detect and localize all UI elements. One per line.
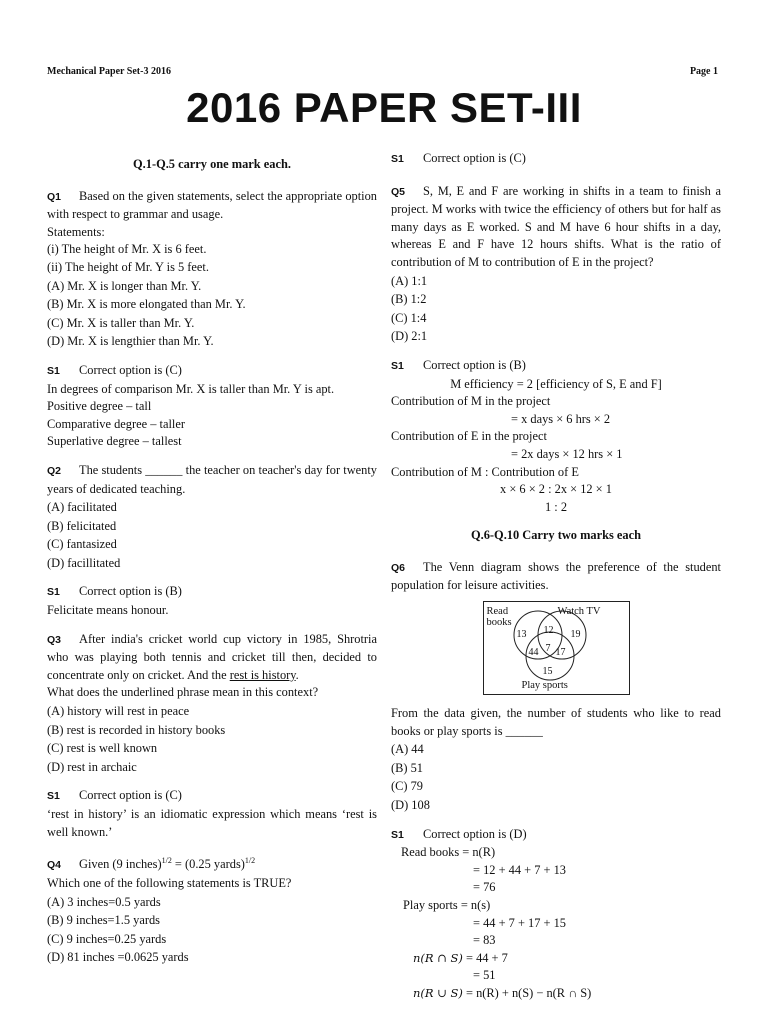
solution-1 xyxy=(47,362,377,451)
solution-3 xyxy=(47,787,377,841)
solution-label: S1 xyxy=(47,586,60,599)
question-label: Q6 xyxy=(391,561,406,574)
option-d: (D) 108 xyxy=(391,798,430,813)
option-b: (B) Mr. X is more elongated than Mr. Y. xyxy=(47,297,246,312)
equation-rhs: (0.25 yards) xyxy=(185,857,245,872)
eq-value: = n(s) xyxy=(460,898,491,912)
underlined-phrase: rest is history xyxy=(229,667,296,682)
solution-answer: Correct option is (C) xyxy=(79,362,182,377)
solution-equation: = x days × 6 hrs × 2 xyxy=(511,411,611,426)
option-b: (B) 1:2 xyxy=(391,292,427,307)
solution-5 xyxy=(391,357,721,516)
solution-label: S1 xyxy=(391,359,404,372)
eq-term: n(R ∪ S) xyxy=(413,985,463,1000)
option-a: (A) 1:1 xyxy=(391,273,428,288)
left-column xyxy=(47,150,377,978)
question-prompt: From the data given, the number of students who like to read books or play sports is ______ xyxy=(391,706,721,738)
option-d: (D) 2:1 xyxy=(391,329,428,344)
option-c: (C) 1:4 xyxy=(391,310,427,325)
section-heading: Q.1-Q.5 carry one mark each. xyxy=(133,157,291,171)
solution-label: S1 xyxy=(391,153,404,165)
option-d: (D) facillitated xyxy=(47,555,121,570)
solution-equation: = 2x days × 12 hrs × 1 xyxy=(511,446,623,461)
eq-value: = 83 xyxy=(473,933,496,948)
eq-value: = 76 xyxy=(473,880,496,895)
question-text: The Venn diagram shows the preference of the student population for leisure activities. xyxy=(391,559,721,593)
question-given: Given xyxy=(79,857,110,872)
eq-value: = n(R) xyxy=(462,845,496,860)
solution-line: Contribution of E in the project xyxy=(391,429,547,444)
page-title: 2016 PAPER SET-III xyxy=(186,84,582,131)
question-text: The students ______ the teacher on teacher's day for twenty years of dedicated teaching. xyxy=(47,462,377,496)
solution-answer: Correct option is (C) xyxy=(79,788,182,803)
solution-label: S1 xyxy=(47,364,60,377)
equation-lhs: (9 inches) xyxy=(112,857,162,872)
venn-label-watch: Watch TV xyxy=(557,606,601,618)
option-c: (C) Mr. X is taller than Mr. Y. xyxy=(47,315,195,330)
question-text: After india's cricket world cup victory in 1985, Shrotria who was playing both tennis and cricket till then, decided to concentrate only on cricket. And the xyxy=(47,631,377,682)
option-c: (C) 79 xyxy=(391,779,424,794)
solution-line: Positive degree – tall xyxy=(47,399,152,414)
section-heading: Q.6-Q.10 Carry two marks each xyxy=(471,528,641,543)
solution-line: Superlative degree – tallest xyxy=(47,434,182,449)
solution-line: ‘rest in history’ is an idiomatic expression which means ‘rest is well known.’ xyxy=(47,807,377,839)
venn-value: 17 xyxy=(555,647,566,659)
option-c: (C) fantasized xyxy=(47,537,117,552)
venn-value: 15 xyxy=(542,666,553,678)
solution-equation: x × 6 × 2 : 2x × 12 × 1 xyxy=(500,482,612,497)
option-a: (A) 44 xyxy=(391,742,424,757)
eq-value: = 12 + 44 + 7 + 13 xyxy=(473,862,567,877)
venn-value: 13 xyxy=(516,629,527,641)
solution-line: Comparative degree – taller xyxy=(47,416,185,431)
eq-term: Play sports xyxy=(403,898,458,912)
question-text: S, M, E and F are working in shifts in a team to finish a project. M works with twice the efficiency of others but for half as many days as E worked. S and M have 6 hour shifts in a day, whereas E and F have 12 hours shifts. What is the ratio of contribution of M to contribution of E in the project? xyxy=(391,183,721,269)
eq-value: = n(R) + n(S) − n(R ∩ S) xyxy=(465,985,592,1000)
question-4 xyxy=(47,852,377,967)
question-prompt: What does the underlined phrase mean in this context? xyxy=(47,685,319,700)
solution-answer: Correct option is (B) xyxy=(79,584,182,599)
option-a: (A) Mr. X is longer than Mr. Y. xyxy=(47,278,202,293)
option-a: (A) history will rest in peace xyxy=(47,704,190,719)
option-a: (A) 3 inches=0.5 yards xyxy=(47,894,161,909)
exponent: 1/2 xyxy=(244,856,256,866)
question-3 xyxy=(47,631,377,777)
question-label: Q5 xyxy=(391,185,406,198)
solution-answer: Correct option is (D) xyxy=(423,826,527,841)
solution-line: M efficiency = 2 [efficiency of S, E and F] xyxy=(450,376,662,391)
venn-label-line: Read xyxy=(486,606,509,618)
solution-answer: Correct option is (B) xyxy=(423,357,526,372)
eq-value: = 51 xyxy=(473,968,496,983)
solution-answer: Correct option is (C) xyxy=(423,151,526,165)
question-5 xyxy=(391,183,721,346)
solution-line: Felicitate means honour. xyxy=(47,603,169,618)
option-c: (C) rest is well known xyxy=(47,741,158,756)
solution-6 xyxy=(391,826,721,1003)
solution-line: Contribution of M in the project xyxy=(391,394,551,409)
venn-label-line: books xyxy=(486,617,512,629)
venn-value: 19 xyxy=(570,629,581,641)
statement-1: (i) The height of Mr. X is 6 feet. xyxy=(47,242,207,257)
solution-2 xyxy=(47,583,377,619)
option-d: (D) 81 inches =0.0625 yards xyxy=(47,950,189,965)
venn-diagram xyxy=(483,601,630,695)
question-text-end: . xyxy=(295,667,299,682)
venn-value: 12 xyxy=(543,625,554,637)
statements-label: Statements: xyxy=(47,224,105,239)
option-c: (C) 9 inches=0.25 yards xyxy=(47,931,167,946)
venn-value: 44 xyxy=(528,647,539,659)
eq-value: = 44 + 7 + 17 + 15 xyxy=(473,915,567,930)
question-2 xyxy=(47,462,377,573)
solution-line: In degrees of comparison Mr. X is taller than Mr. Y is apt. xyxy=(47,381,335,396)
question-label: Q2 xyxy=(47,464,62,477)
equals-sign: = xyxy=(171,857,186,872)
option-b: (B) 9 inches=1.5 yards xyxy=(47,913,160,928)
question-1 xyxy=(47,188,377,351)
venn-label-read xyxy=(487,606,512,628)
venn-label-play: Play sports xyxy=(521,680,568,692)
option-a: (A) facilitated xyxy=(47,500,117,515)
solution-result: 1 : 2 xyxy=(544,499,568,514)
option-d: (D) Mr. X is lengthier than Mr. Y. xyxy=(47,334,214,349)
question-prompt: Which one of the following statements is TRUE? xyxy=(47,875,292,890)
question-label: Q3 xyxy=(47,633,62,646)
solution-label: S1 xyxy=(391,828,404,841)
option-b: (B) 51 xyxy=(391,760,424,775)
exponent: 1/2 xyxy=(161,856,172,866)
solution-line: Contribution of M : Contribution of E xyxy=(391,464,579,479)
option-b: (B) rest is recorded in history books xyxy=(47,722,226,737)
solution-label: S1 xyxy=(47,790,60,803)
right-column xyxy=(391,150,721,1014)
statement-2: (ii) The height of Mr. Y is 5 feet. xyxy=(47,259,209,274)
solution-4 xyxy=(391,150,721,169)
eq-value: = 44 + 7 xyxy=(465,950,508,965)
option-d: (D) rest in archaic xyxy=(47,759,137,774)
page-number: Page 1 xyxy=(689,66,718,77)
option-b: (B) felicitated xyxy=(47,518,117,533)
page-header-left: Mechanical Paper Set-3 2016 xyxy=(47,66,171,77)
eq-term: n(R ∩ S) xyxy=(413,950,463,965)
question-label: Q1 xyxy=(47,190,62,203)
question-label: Q4 xyxy=(47,859,62,872)
eq-term: Read books xyxy=(401,845,460,860)
question-text: Based on the given statements, select the appropriate option with respect to grammar and usage. xyxy=(47,188,377,222)
venn-value: 7 xyxy=(545,643,551,655)
question-6 xyxy=(391,559,721,815)
